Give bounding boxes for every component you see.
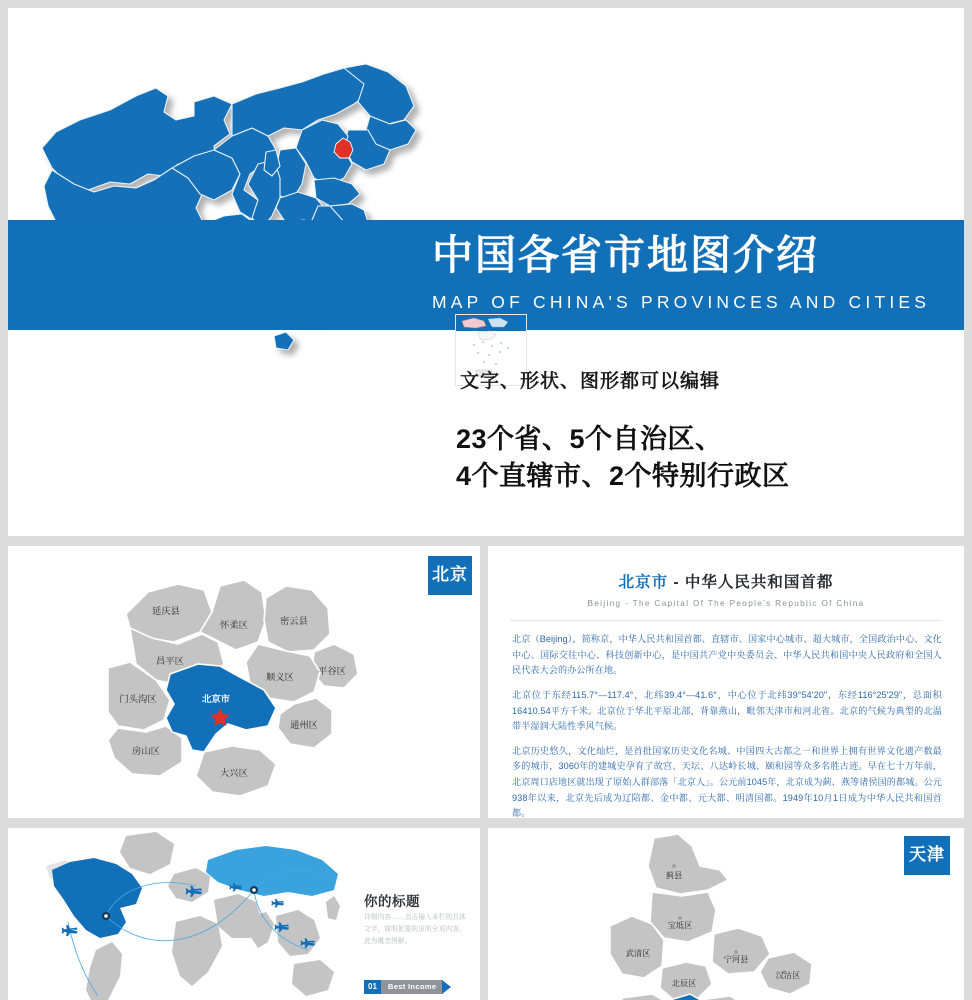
region-north-america bbox=[52, 858, 142, 938]
badge-label: Best Income bbox=[381, 980, 443, 994]
beijing-heading-divider bbox=[510, 620, 942, 621]
tianjin-label-wuqing: 武清区 bbox=[625, 949, 651, 958]
tianjin-label-ninghe: 宁河县 bbox=[723, 955, 749, 964]
beijing-heading-separator: - bbox=[668, 574, 685, 591]
world-slide-title: 你的标题 bbox=[364, 894, 420, 909]
tab-beijing-label: 北京 bbox=[432, 565, 468, 584]
cover-stats bbox=[456, 421, 790, 496]
beijing-paragraph-2: 北京位于东经115.7°—117.4°，北纬39.4°—41.6°，中心位于北纬39°54'20"，东经116°25'29"，总面积16410.54平方千米。北京位于华北平原北部，背靠燕山，毗邻天津市和河北省。北京的气候为典型的北温带半湿润大陆性季风气候。 bbox=[512, 689, 942, 732]
slide-beijing-description[interactable] bbox=[488, 546, 964, 818]
beijing-label-shunyi: 顺义区 bbox=[266, 672, 294, 682]
cover-editable-note: 文字、形状、图形都可以编辑 bbox=[460, 371, 721, 392]
tianjin-district-jixian bbox=[648, 834, 728, 894]
tianjin-label-jixian: 蓟县 bbox=[665, 871, 683, 880]
region-russia bbox=[206, 846, 338, 896]
cover-subtitle: MAP OF CHINA'S PROVINCES AND CITIES bbox=[432, 292, 931, 312]
arrow-right-icon bbox=[442, 980, 451, 994]
beijing-heading bbox=[488, 570, 964, 608]
world-map[interactable] bbox=[8, 830, 348, 1000]
cover-title: 中国各省市地图介绍 bbox=[432, 232, 819, 278]
beijing-heading-en: Beijing - The Capital Of The People's Republic Of China bbox=[587, 599, 865, 608]
tab-tianjin[interactable] bbox=[904, 836, 950, 875]
beijing-label-yanqing: 延庆县 bbox=[152, 606, 180, 616]
cover-stats-line1: 23个省、5个自治区、 bbox=[456, 424, 723, 454]
beijing-heading-role: 中华人民共和国首都 bbox=[684, 574, 834, 591]
tab-beijing[interactable] bbox=[428, 556, 472, 595]
beijing-heading-cn bbox=[488, 570, 964, 592]
tianjin-label-hangu: 汉沽区 bbox=[775, 971, 801, 980]
beijing-district-map[interactable] bbox=[108, 568, 378, 804]
tianjin-district-map[interactable] bbox=[608, 832, 848, 1000]
badge-number: 01 bbox=[364, 980, 381, 994]
slide-cover[interactable] bbox=[8, 8, 964, 536]
beijing-label-pinggu: 平谷区 bbox=[318, 666, 346, 676]
world-slide-badge[interactable] bbox=[364, 980, 451, 994]
tianjin-label-baodi: 宝坻区 bbox=[667, 921, 693, 930]
slide-beijing-map[interactable] bbox=[8, 546, 480, 818]
beijing-body bbox=[512, 632, 942, 818]
beijing-label-capital: 北京市 bbox=[202, 694, 230, 704]
beijing-label-daxing: 大兴区 bbox=[220, 768, 248, 778]
beijing-label-fangshan: 房山区 bbox=[132, 746, 160, 756]
beijing-label-mentougou: 门头沟区 bbox=[119, 694, 157, 704]
slide-tianjin-map[interactable] bbox=[488, 828, 964, 1000]
slide-world-map[interactable] bbox=[8, 828, 480, 1000]
tianjin-district-s bbox=[696, 996, 750, 1000]
beijing-label-changping: 昌平区 bbox=[156, 656, 184, 666]
tianjin-district-sw bbox=[618, 994, 670, 1000]
tab-tianjin-label: 天津 bbox=[909, 845, 945, 864]
tianjin-district-ninghe bbox=[712, 928, 770, 974]
cover-stats-line2: 4个直辖市、2个特别行政区 bbox=[456, 461, 790, 492]
beijing-heading-city: 北京市 bbox=[618, 574, 669, 591]
world-slide-description: 详细内容……点击输入本栏的具体文字，简明扼要的说明分项内容，此为概念图解。 bbox=[364, 914, 466, 946]
beijing-paragraph-1: 北京（Beijing），简称京，中华人民共和国首都、直辖市、国家中心城市、超大城市，全国政治中心、文化中心、国际交往中心、科技创新中心，是中国共产党中央委员会、中华人民共和国中央人民政府和全国人民代表大会的办公所在地。 bbox=[512, 634, 942, 676]
beijing-label-tongzhou: 通州区 bbox=[290, 720, 318, 730]
beijing-paragraph-3: 北京历史悠久，文化灿烂，是首批国家历史文化名城、中国四大古都之一和世界上拥有世界文化遗产数最多的城市，3060年的建城史孕育了故宫、天坛、八达岭长城、颐和园等众多名胜古迹。早在七十万年前，北京周口店地区就出现了原始人群部落「北京人」。公元前1045年，北京成为蓟、燕等诸侯国的都城。公元938年以来，北京先后成为辽陪都、金中都、元大都、明清国都。1949年10月1日成为中华人民共和国首都。 bbox=[512, 745, 942, 818]
tianjin-label-beichen: 北辰区 bbox=[671, 979, 697, 988]
beijing-label-huairou: 怀柔区 bbox=[220, 620, 248, 630]
beijing-label-miyun: 密云县 bbox=[280, 616, 308, 626]
